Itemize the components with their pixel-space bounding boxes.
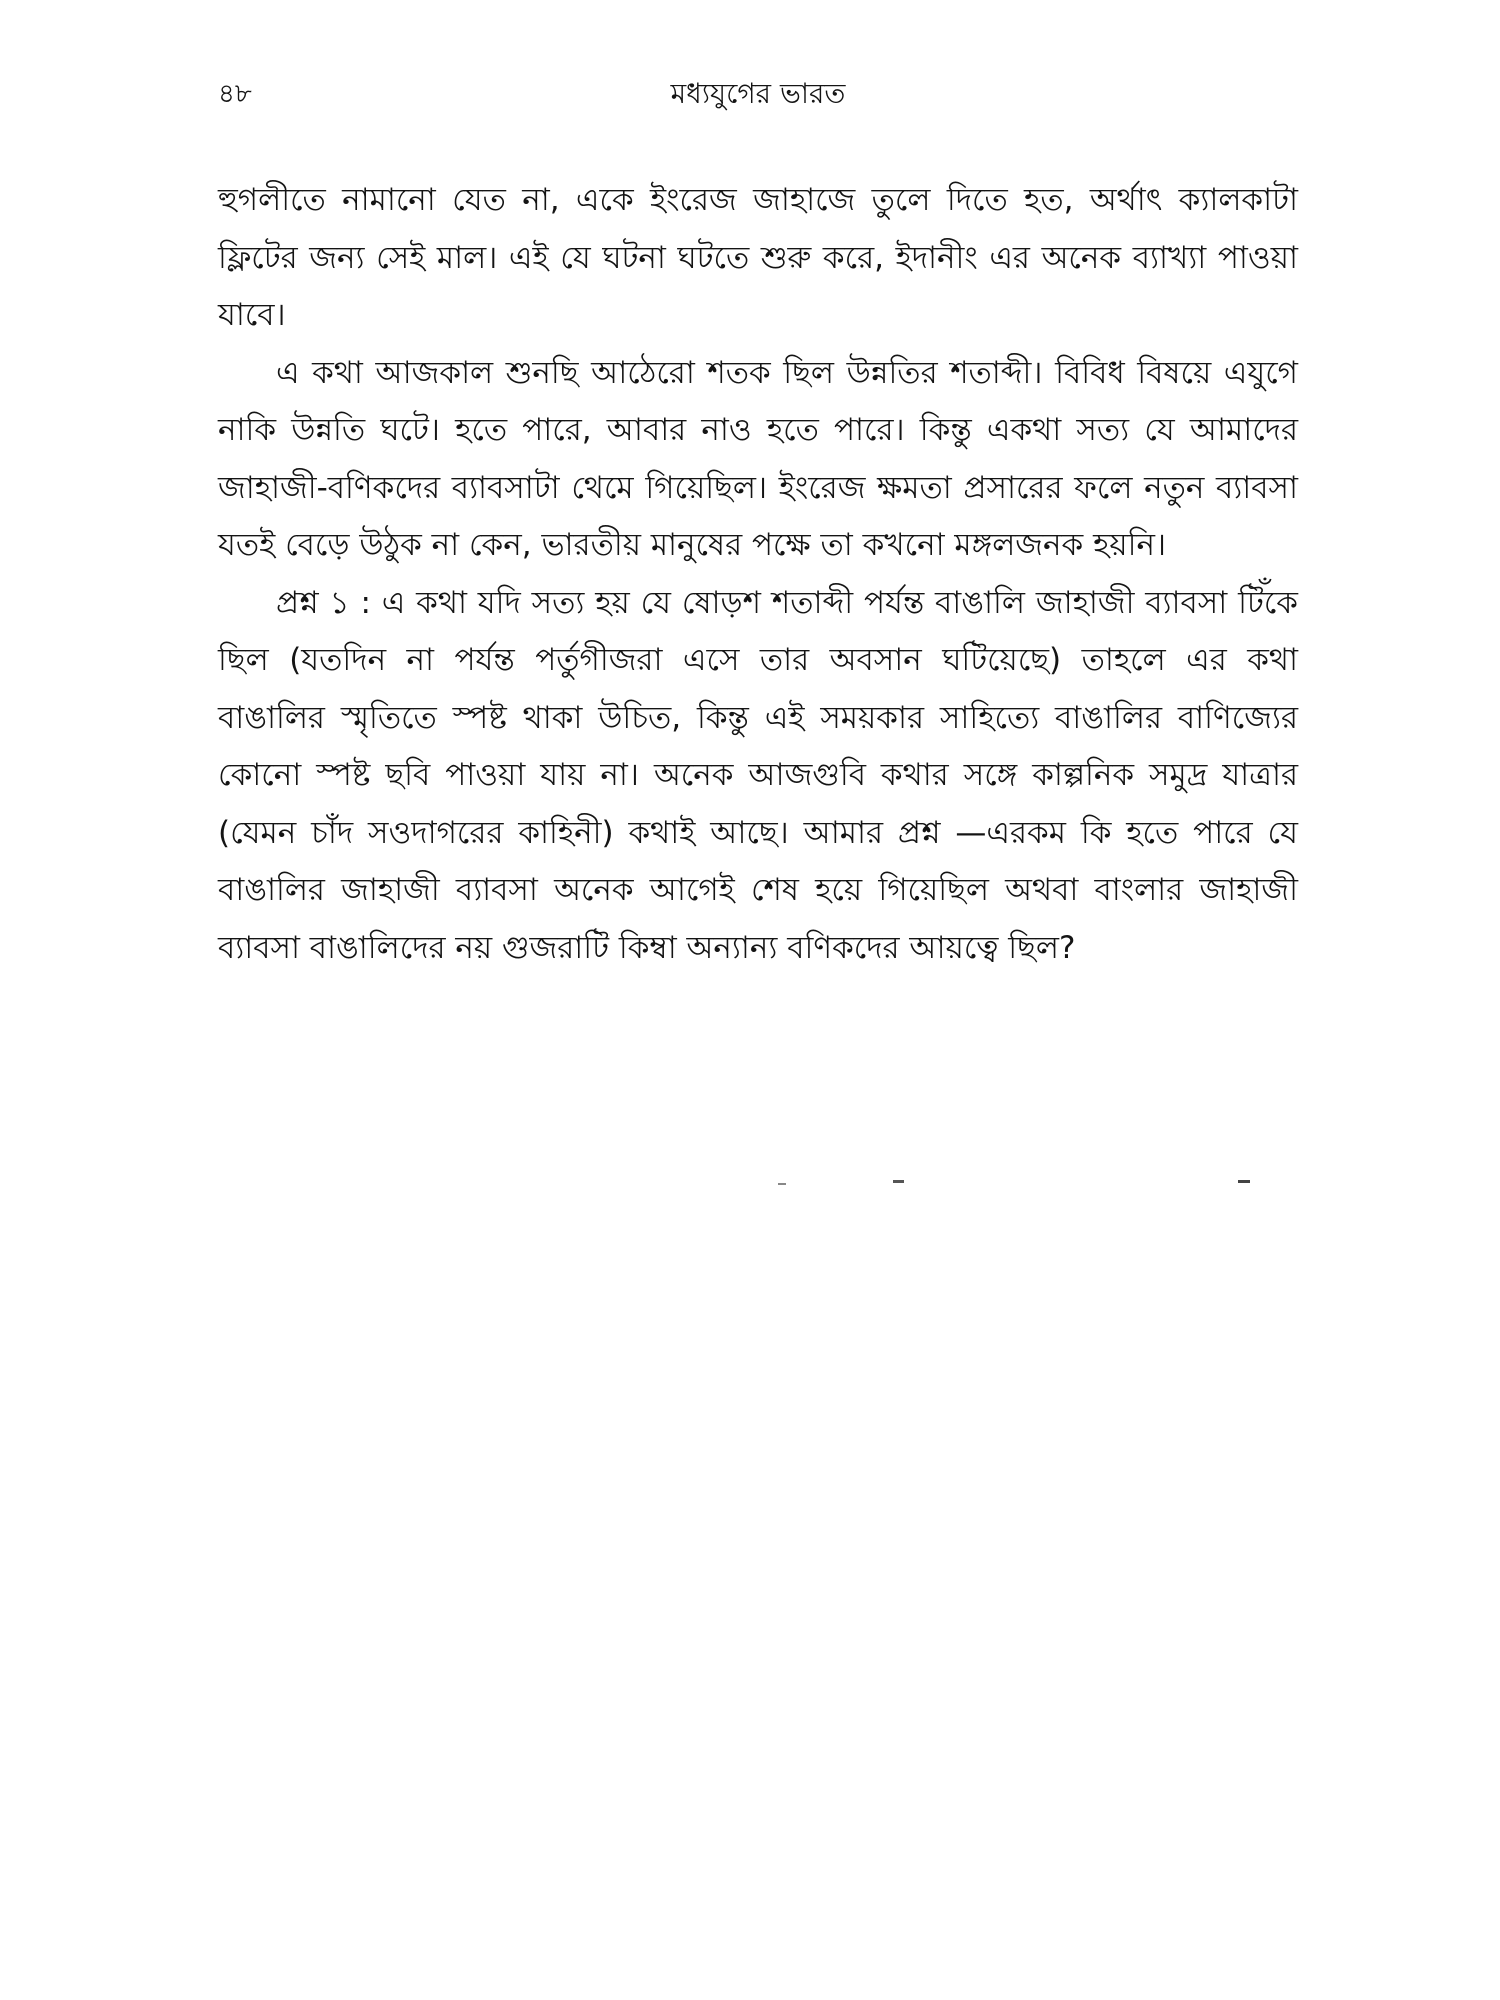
body-text: [218, 172, 1298, 977]
paragraph-question-1: প্রশ্ন ১ : এ কথা যদি সত্য হয় যে ষোড়শ শতাব্দী পর্যন্ত বাঙালি জাহাজী ব্যাবসা টিঁকে ছিল (যতদিন না পর্যন্ত পর্তুগীজরা এসে তার অবসান ঘটিয়েছে) তাহলে এর কথা বাঙালির স্মৃতিতে স্পষ্ট থাকা উচিত, কিন্তু এই সময়কার সাহিত্যে বাঙালির বাণিজ্যের কোনো স্পষ্ট ছবি পাওয়া যায় না। অনেক আজগুবি কথার সঙ্গে কাল্পনিক সমুদ্র যাত্রার (যেমন চাঁদ সওদাগরের কাহিনী) কথাই আছে। আমার প্রশ্ন —এরকম কি হতে পারে যে বাঙালির জাহাজী ব্যাবসা অনেক আগেই শেষ হয়ে গিয়েছিল অথবা বাংলার জাহাজী ব্যাবসা বাঙালিদের নয় গুজরাটি কিম্বা অন্যান্য বণিকদের আয়ত্বে ছিল?: [218, 584, 1298, 966]
scan-speck: [778, 1183, 786, 1185]
paragraph-eighteenth-century: এ কথা আজকাল শুনছি আঠেরো শতক ছিল উন্নতির শতাব্দী। বিবিধ বিষয়ে এযুগে নাকি উন্নতি ঘটে। হতে পারে, আবার নাও হতে পারে। কিন্তু একথা সত্য যে আমাদের জাহাজী-বণিকদের ব্যাবসাটা থেমে গিয়েছিল। ইংরেজ ক্ষমতা প্রসারের ফলে নতুন ব্যাবসা যতই বেড়ে উঠুক না কেন, ভারতীয় মানুষের পক্ষে তা কখনো মঙ্গলজনক হয়নি।: [218, 354, 1298, 563]
scan-speck: [1238, 1180, 1250, 1183]
paragraph-continuation: হুগলীতে নামানো যেত না, একে ইংরেজ জাহাজে তুলে দিতে হত, অর্থাৎ ক্যালকাটা ফ্লিটের জন্য সেই মাল। এই যে ঘটনা ঘটতে শুরু করে, ইদানীং এর অনেক ব্যাখ্যা পাওয়া যাবে।: [218, 182, 1298, 333]
running-title: মধ্যযুগের ভারত: [670, 77, 846, 110]
running-head: [218, 74, 1298, 114]
scan-speck: [893, 1180, 904, 1183]
page-number: ৪৮: [218, 79, 252, 109]
